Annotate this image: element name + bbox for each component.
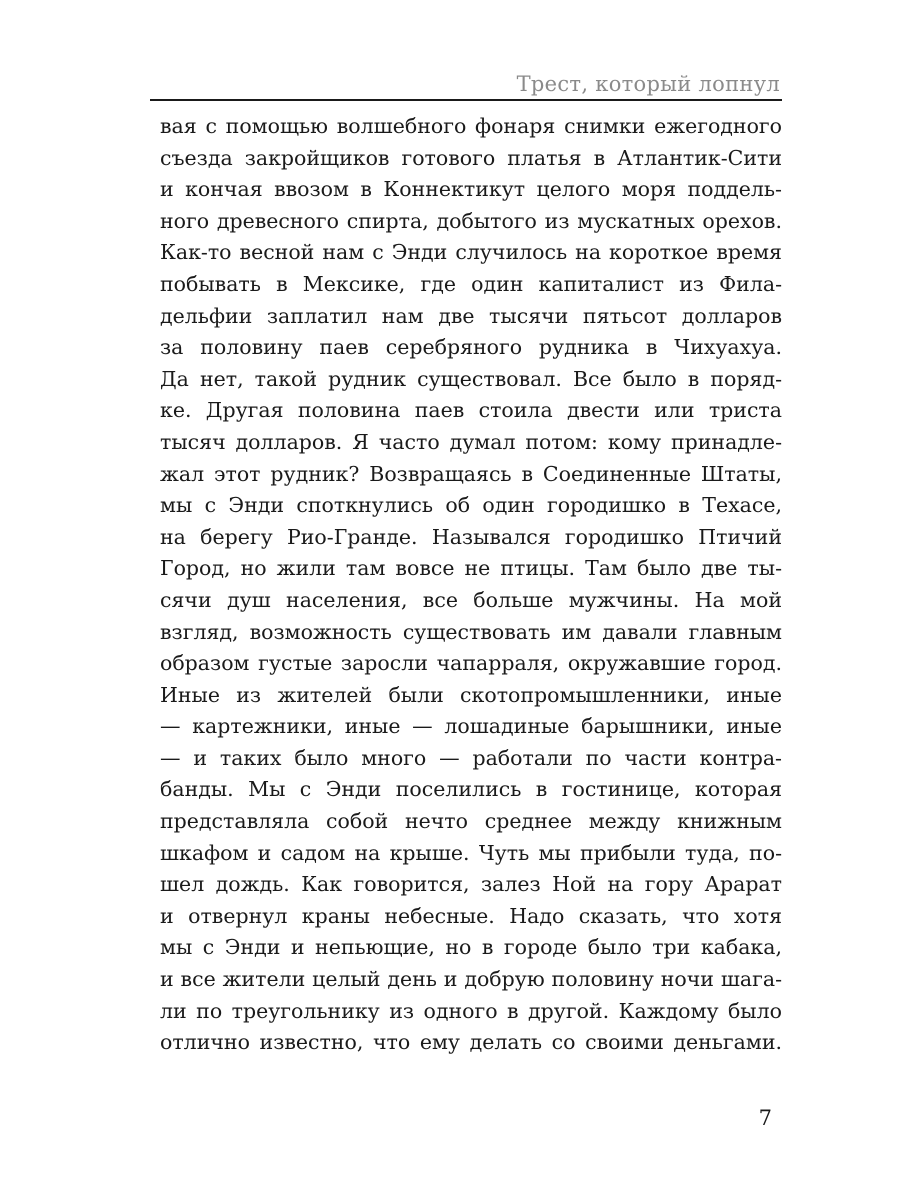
text-line: и отвернул краны небесные. Надо сказать, что хотя — [160, 903, 782, 928]
text-line: съезда закройщиков готового платья в Атлантик-Сити — [160, 145, 782, 170]
body-text — [160, 111, 782, 1059]
text-line: отлично известно, что ему делать со своими деньгами. — [160, 1030, 782, 1055]
text-line: — и таких было много — работали по части контра- — [160, 745, 782, 770]
text-line: взгляд, возможность существовать им давали главным — [160, 619, 782, 644]
text-line: образом густые заросли чапарраля, окружавшие город. — [160, 651, 782, 676]
text-line: вая с помощью волшебного фонаря снимки ежегодного — [160, 114, 782, 138]
text-line: дельфии заплатил нам две тысячи пятьсот долларов — [160, 303, 782, 328]
text-line: Иные из жителей были скотопромышленники, иные — [160, 682, 782, 707]
text-line: шкафом и садом на крыше. Чуть мы прибыли туда, по- — [160, 840, 782, 865]
text-line: побывать в Мексике, где один капиталист из Фила- — [160, 271, 782, 296]
text-line: мы с Энди споткнулись об один городишко в Техасе, — [160, 493, 782, 518]
text-line: жал этот рудник? Возвращаясь в Соединенные Штаты, — [160, 461, 782, 486]
text-line: представляла собой нечто среднее между книжным — [160, 809, 782, 834]
text-line: на берегу Рио-Гранде. Назывался городишко Птичий — [160, 524, 782, 549]
text-line: Город, но жили там вовсе не птицы. Там было две ты- — [160, 556, 782, 581]
text-line: и все жители целый день и добрую половину ночи шага- — [160, 967, 782, 992]
text-line: Да нет, такой рудник существовал. Все было в поряд- — [160, 366, 782, 391]
text-line: тысяч долларов. Я часто думал потом: кому принадле- — [160, 429, 782, 454]
text-line: ке. Другая половина паев стоила двести или триста — [160, 398, 782, 423]
text-line: Как-то весной нам с Энди случилось на короткое время — [160, 240, 782, 265]
text-line: за половину паев серебряного рудника в Чихуахуа. — [160, 335, 782, 360]
text-line: — картежники, иные — лошадиные барышники, иные — [160, 714, 782, 739]
text-line: мы с Энди и непьющие, но в городе было три кабака, — [160, 935, 782, 960]
text-line: ли по треугольнику из одного в другой. Каждому было — [160, 998, 782, 1023]
text-line: ного древесного спирта, добытого из мускатных орехов. — [160, 208, 782, 233]
text-line: сячи душ населения, все больше мужчины. На мой — [160, 587, 782, 612]
text-line: банды. Мы с Энди поселились в гостинице, которая — [160, 777, 782, 802]
text-line: и кончая ввозом в Коннектикут целого моря поддель- — [160, 177, 782, 202]
text-line: шел дождь. Как говорится, залез Ной на гору Арарат — [160, 872, 782, 897]
running-head-title: Трест, который лопнул — [516, 72, 780, 96]
header-rule — [150, 99, 782, 101]
page-number: 7 — [758, 1106, 772, 1130]
